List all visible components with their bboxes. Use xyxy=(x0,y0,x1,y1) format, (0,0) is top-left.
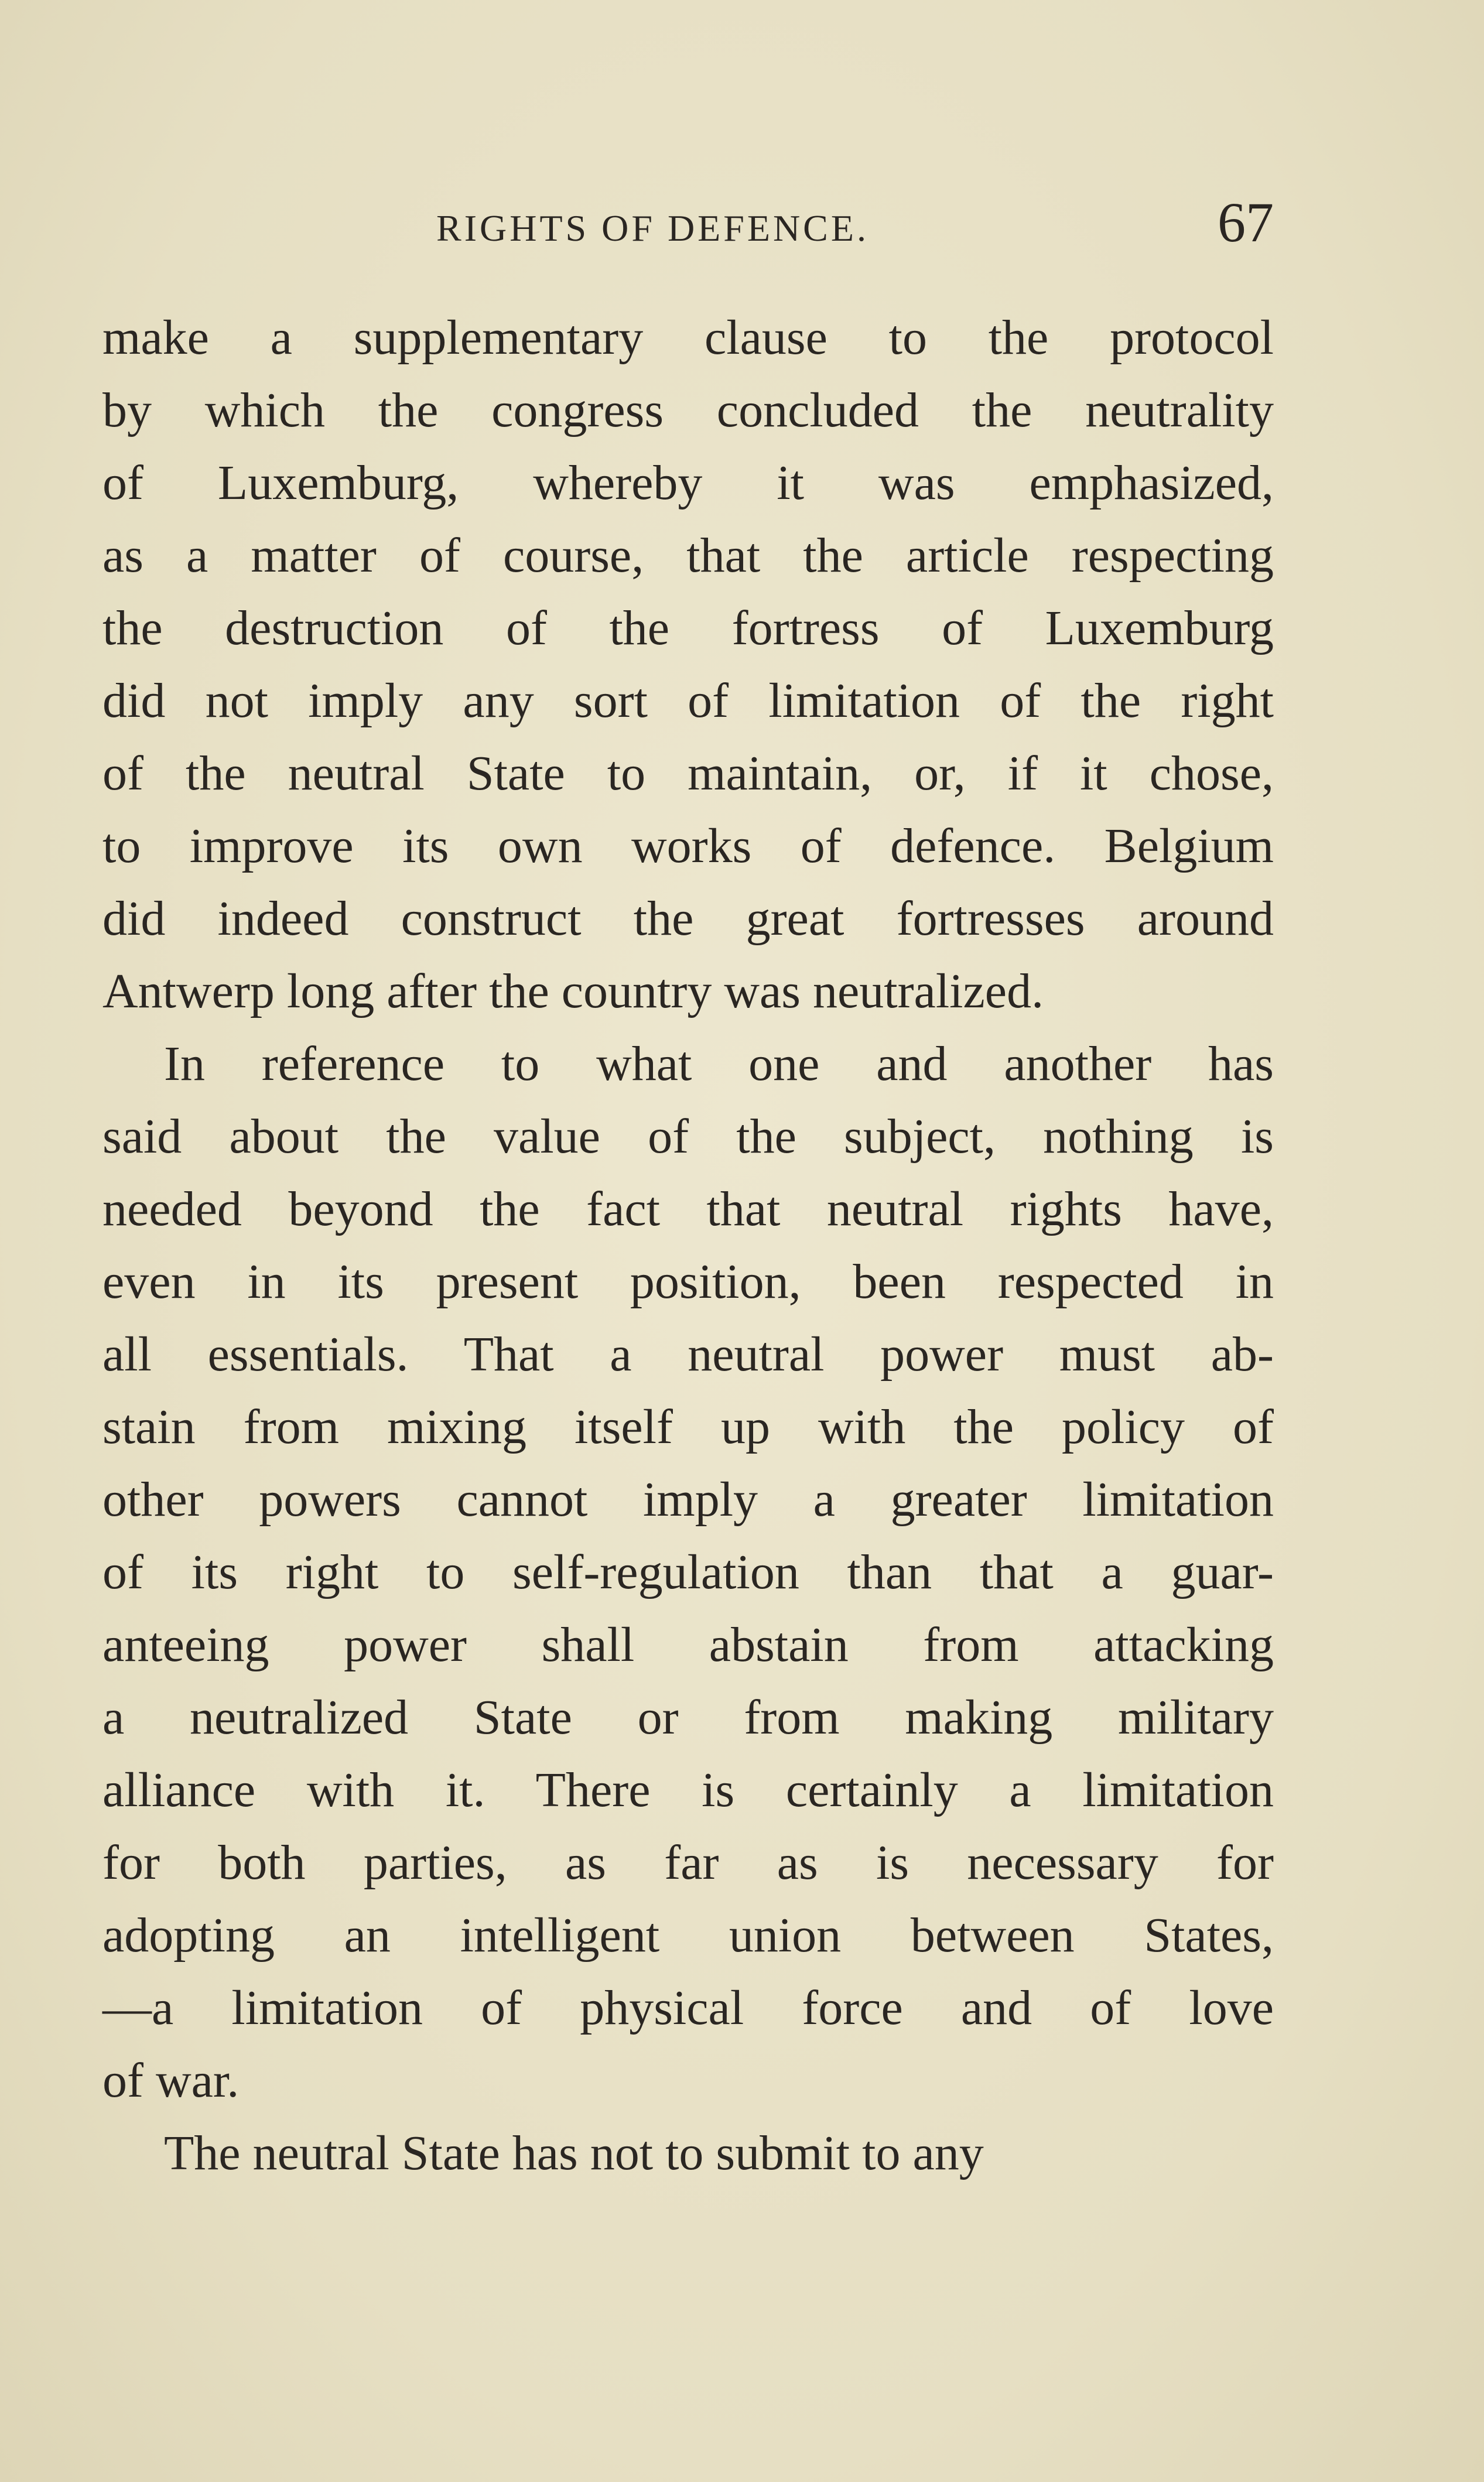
text-line: to improve its own works of defence. Belgium xyxy=(102,819,1274,873)
text-line: said about the value of the subject, nothing is xyxy=(102,1109,1274,1164)
text-line: a neutralized State or from making military xyxy=(102,1690,1274,1745)
page-number: 67 xyxy=(1218,191,1274,254)
text-line: of the neutral State to maintain, or, if it chose, xyxy=(102,746,1274,801)
body-text xyxy=(102,302,1274,2190)
running-head: RIGHTS OF DEFENCE. xyxy=(436,207,869,249)
text-line: of war. xyxy=(102,2053,240,2108)
text-line: make a supplementary clause to the protocol xyxy=(102,310,1274,365)
text-line: of Luxemburg, whereby it was emphasized, xyxy=(102,456,1274,510)
text-line: as a matter of course, that the article respecting xyxy=(102,528,1274,583)
text-line: all essentials. That a neutral power must ab- xyxy=(102,1327,1274,1382)
text-line: even in its present position, been respected in xyxy=(102,1254,1274,1309)
text-line: for both parties, as far as is necessary for xyxy=(102,1835,1274,1890)
text-line: other powers cannot imply a greater limitation xyxy=(102,1472,1274,1527)
text-line: anteeing power shall abstain from attacking xyxy=(102,1618,1274,1672)
text-line: of its right to self-regulation than that a guar- xyxy=(102,1545,1274,1599)
text-line: adopting an intelligent union between States, xyxy=(102,1908,1274,1963)
text-line: —a limitation of physical force and of love xyxy=(102,1981,1274,2035)
text-line: needed beyond the fact that neutral rights have, xyxy=(102,1182,1274,1236)
text-line: the destruction of the fortress of Luxemburg xyxy=(102,601,1274,655)
text-line: by which the congress concluded the neutrality xyxy=(102,383,1274,437)
text-line: Antwerp long after the country was neutralized. xyxy=(102,964,1044,1018)
text-line: did not imply any sort of limitation of the right xyxy=(102,674,1274,728)
text-line: In reference to what one and another has xyxy=(164,1037,1274,1091)
page-header xyxy=(102,184,1274,261)
text-line: stain from mixing itself up with the policy of xyxy=(102,1400,1274,1454)
text-line: alliance with it. There is certainly a limitation xyxy=(102,1763,1274,1817)
text-line: did indeed construct the great fortresses around xyxy=(102,891,1274,946)
text-line: The neutral State has not to submit to any xyxy=(164,2126,984,2180)
